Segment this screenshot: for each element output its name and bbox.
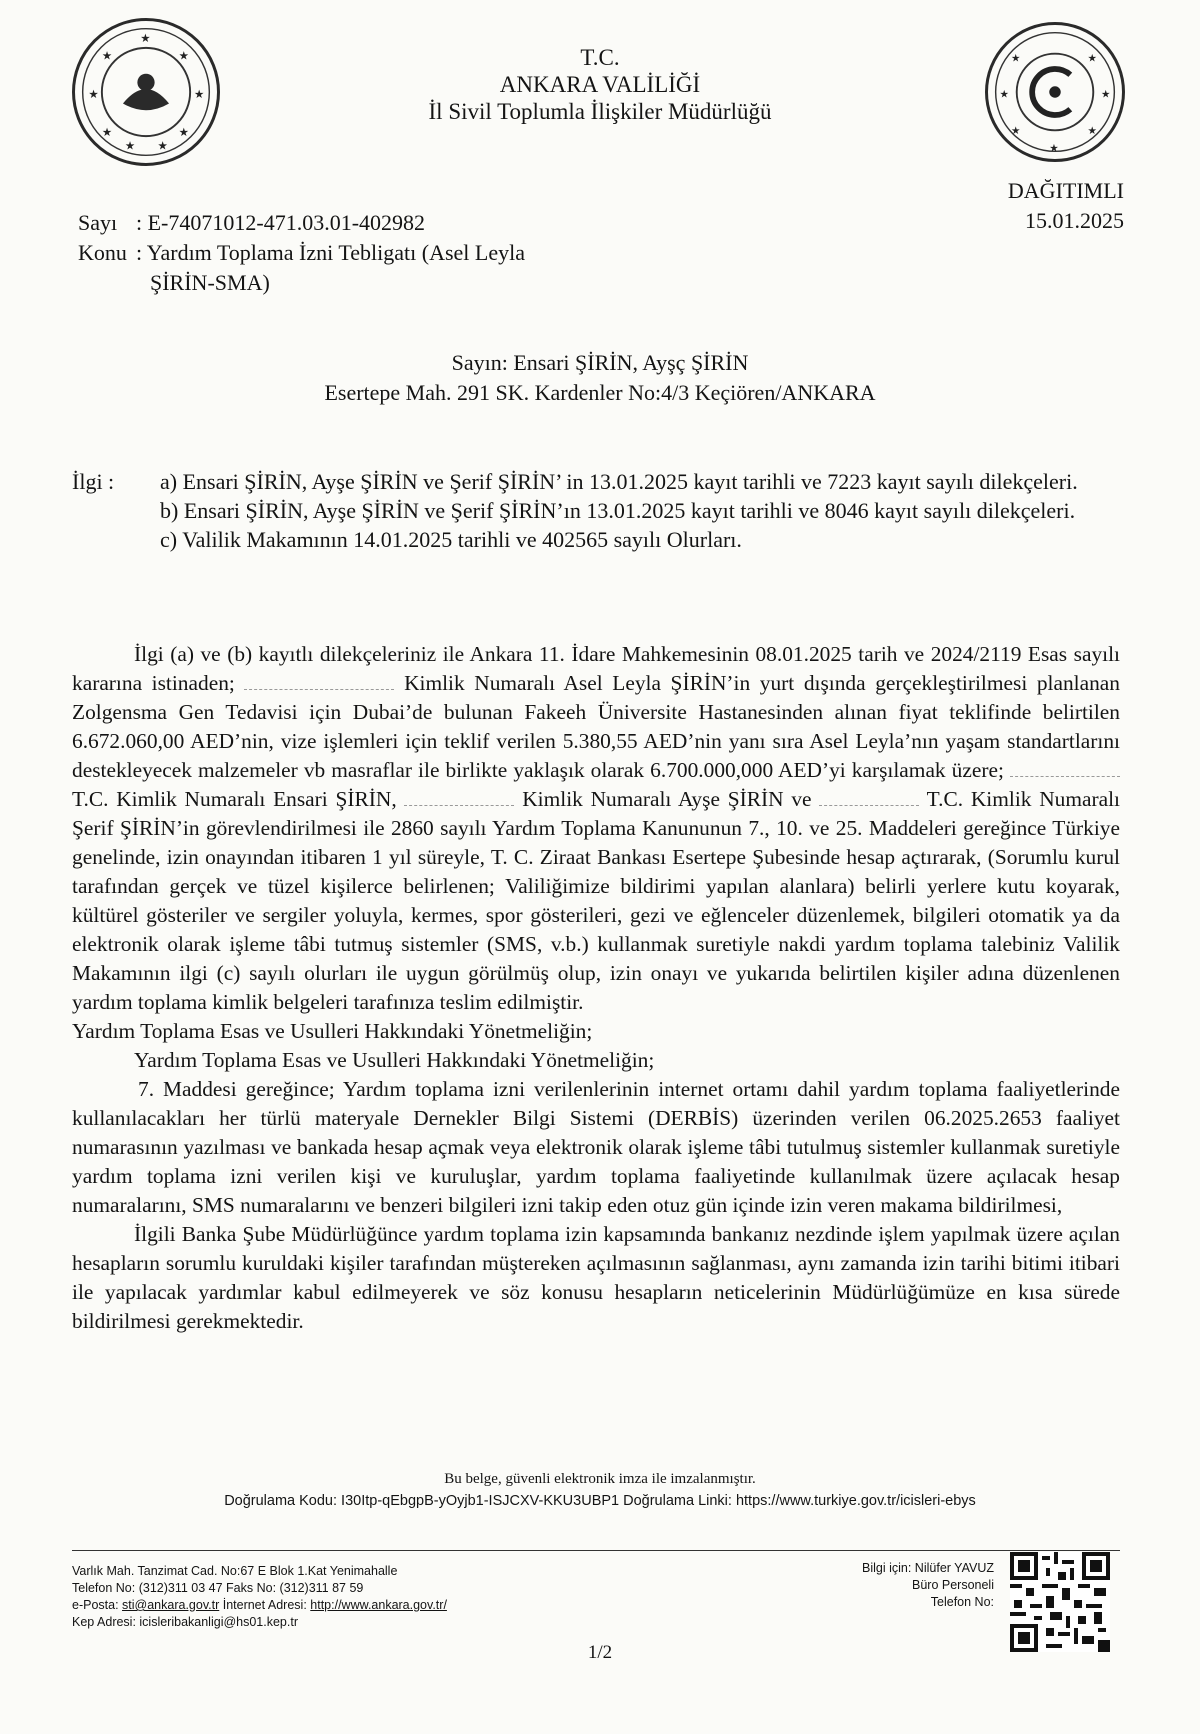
svg-text:★: ★ bbox=[1100, 88, 1111, 101]
svg-text:★: ★ bbox=[1087, 125, 1097, 138]
reference-b: b) Ensari ŞİRİN, Ayşe ŞİRİN ve Şerif ŞİRİN’ın 13.01.2025 kayıt tarihli ve 8046 kayıt sayılı dilekçeleri. bbox=[160, 498, 1076, 523]
email-label: e-Posta: bbox=[72, 1598, 123, 1612]
svg-text:★: ★ bbox=[101, 48, 113, 63]
email-link[interactable]: sti@ankara.gov.tr bbox=[122, 1598, 220, 1612]
sayi-label: Sayı bbox=[78, 210, 118, 235]
svg-text:★: ★ bbox=[178, 48, 189, 63]
konu-label: Konu bbox=[78, 240, 127, 265]
distribution-label: DAĞITIMLI bbox=[1007, 178, 1124, 203]
body-paragraph-5: İlgili Banka Şube Müdürlüğünce yardım toplama izin kapsamında bankanız nezdinde işlem yapılmak üzere açılan hesapların sorumlu kuruldaki kişiler tarafından müştereken açılmasının sağlanması, aynı zamanda izin tarihi bitimi itibari ile yapılacak yardımlar kabul edilmeyerek ve söz konusu hesapların neticelerinin Müdürlüğümüze en kısa sürede bildirilmesi gerekmektedir. bbox=[72, 1222, 1120, 1333]
svg-text:★: ★ bbox=[140, 31, 151, 46]
konu-value: : Yardım Toplama İzni Tebligatı (Asel Leyla bbox=[136, 240, 525, 265]
e-signature-text: Bu belge, güvenli elektronik imza ile imzalanmıştır. bbox=[444, 1471, 756, 1487]
footer-divider bbox=[72, 1550, 1120, 1551]
web-label: İnternet Adresi: bbox=[219, 1598, 311, 1612]
body-paragraph-1 bbox=[72, 640, 1120, 1017]
info-contact-name: Bilgi için: Nilüfer YAVUZ bbox=[862, 1561, 994, 1575]
e-signature-note bbox=[0, 1468, 1200, 1512]
redacted-id bbox=[404, 789, 514, 806]
svg-text:★: ★ bbox=[193, 86, 205, 101]
footer-kep: Kep Adresi: icisleribakanligi@hs01.kep.tr bbox=[72, 1615, 298, 1629]
document-date: 15.01.2025 bbox=[1025, 208, 1124, 233]
body-p1-b: Kimlik Numaralı Asel Leyla ŞİRİN’in yurt dışında gerçekleştirilmesi planlanan Zolgensma Gen Tedavisi için Dubai’de bulunan Fakeeh Üniversite Hastanesinden alınan fiyat teklifinde belirtilen 6.672.060,00 AED’nin, vize işlemleri için teklif verilen 5.380,55 AED’nin yanı sıra Asel Leyla’nın yaşam standartlarını destekleyecek malzemeler vb masraflar ile birlikte yaklaşık olarak 6.700.000,000 AED’yi karşılamak üzere; bbox=[72, 671, 1121, 782]
footer-address: Varlık Mah. Tanzimat Cad. No:67 E Blok 1.Kat Yenimahalle bbox=[72, 1564, 398, 1578]
sayi-row bbox=[78, 208, 525, 238]
addressee-address: Esertepe Mah. 291 SK. Kardenler No:4/3 Keçiören/ANKARA bbox=[324, 380, 876, 405]
info-contact-title: Büro Personeli bbox=[912, 1578, 994, 1592]
letter-body bbox=[72, 640, 1120, 1336]
svg-text:★: ★ bbox=[101, 125, 113, 140]
letterhead bbox=[0, 44, 1200, 125]
svg-text:★: ★ bbox=[999, 88, 1009, 101]
addressee-block bbox=[0, 348, 1200, 408]
verification-code: Doğrulama Kodu: I30Itp-qEbgpB-yOyjb1-ISJCXV-KKU3UBP1 Doğrulama Linki: https://www.turkiye.gov.tr/icisleri-ebys bbox=[224, 1493, 976, 1509]
addressee-names: Sayın: Ensari ŞİRİN, Ayşç ŞİRİN bbox=[451, 350, 749, 375]
qr-code-icon bbox=[1010, 1552, 1110, 1652]
redacted-id bbox=[1010, 760, 1120, 777]
body-p1-a: İlgi (a) ve (b) kayıtlı dilekçeleriniz ile Ankara 11. İdare Mahkemesinin 08.01.2025 tarih ve 2024/2119 Esas sayılı kararına istinaden; bbox=[72, 642, 1120, 695]
body-p1-e: T.C. Kimlik Numaralı Şerif ŞİRİN’in görevlendirilmesi ile 2860 sayılı Yardım Toplama Kanununun 7., 10. ve 25. Maddeleri gereğince Türkiye genelinde, izin onayından itibaren 1 yıl süreyle, T. C. Ziraat Bankası Esertepe Şubesinde hesap açtırarak, (Sorumlu kurul tarafından gerçek ve tüzel kişilerce belirlenen; Valiliğimize bildirimi yapılan alanlara) belirli yerlere kutu koyarak, kültürel gösteriler ve sergiler yoluyla, kermes, spor gösterileri, gezi ve eğlenceler düzenlemek, bilgileri otomatik ya da elektronik olarak işleme tâbi tutmuş sistemler (SMS, v.b.) kullanmak suretiyle nakdi yardım toplama talebiniz Valilik Makamının ilgi (c) sayılı olurları ile uygun görülmüş olup, izin onayı ve yukarıda belirtilen kişiler adına düzenlenen yardım toplama kimlik belgeleri tarafınıza teslim edilmiştir. bbox=[72, 787, 1120, 1014]
letterhead-governorship: ANKARA VALİLİĞİ bbox=[499, 72, 701, 97]
body-p1-d: Kimlik Numaralı Ayşe ŞİRİN ve bbox=[522, 787, 812, 811]
body-paragraph-4: 7. Maddesi gereğince; Yardım toplama izni verilenlerinin internet ortamı dahil yardım toplama faaliyetlerinde kullanılacakları her türlü materyale Dernekler Bilgi Sistemi (DERBİS) üzerinden verilen 06.2025.2653 faaliyet numarasının yazılması ve bankada hesap açmak veya elektronik olarak işleme tâbi tutulmuş sistemler kullanmak suretiyle yardım toplama izni verilen kişi ve kuruluşlar, yardım toplama faaliyetinde kullanılmak üzere açılacak hesap numaralarını, SMS numaralarını ve benzeri bilgileri izni takip eden otuz gün içinde izin veren makama bildirilmesi, bbox=[72, 1077, 1120, 1217]
sayi-value: : E-74071012-471.03.01-402982 bbox=[136, 210, 426, 235]
svg-text:★: ★ bbox=[1087, 52, 1097, 65]
svg-text:★: ★ bbox=[157, 138, 168, 153]
svg-text:★: ★ bbox=[1010, 125, 1021, 138]
footer-web-row bbox=[72, 1597, 447, 1614]
redacted-id bbox=[244, 673, 394, 690]
footer-contact bbox=[72, 1563, 447, 1631]
svg-text:★: ★ bbox=[1010, 52, 1021, 65]
letterhead-tc: T.C. bbox=[580, 45, 620, 70]
footer-phone: Telefon No: (312)311 03 47 Faks No: (312)311 87 59 bbox=[72, 1581, 364, 1595]
konu-row bbox=[78, 238, 525, 268]
page-number: 1/2 bbox=[587, 1642, 613, 1663]
konu-value-cont: ŞİRİN-SMA) bbox=[150, 270, 270, 295]
reference-block bbox=[72, 468, 1132, 555]
footer-info bbox=[812, 1560, 994, 1611]
redacted-id bbox=[819, 789, 919, 806]
reference-label: İlgi : bbox=[72, 469, 115, 494]
body-paragraph-3: Yardım Toplama Esas ve Usulleri Hakkındaki Yönetmeliğin; bbox=[134, 1048, 655, 1072]
info-contact-phone: Telefon No: bbox=[930, 1595, 994, 1609]
distribution-block bbox=[1008, 176, 1124, 236]
svg-text:★: ★ bbox=[124, 138, 136, 153]
body-p1-c: T.C. Kimlik Numaralı Ensari ŞİRİN, bbox=[72, 787, 397, 811]
website-link[interactable]: http://www.ankara.gov.tr/ bbox=[310, 1598, 447, 1612]
reference-c: c) Valilik Makamının 14.01.2025 tarihli ve 402565 sayılı Olurları. bbox=[160, 527, 742, 552]
svg-text:★: ★ bbox=[1049, 142, 1059, 155]
letterhead-directorate: İl Sivil Toplumla İlişkiler Müdürlüğü bbox=[428, 99, 772, 124]
svg-text:★: ★ bbox=[88, 86, 99, 101]
document-meta bbox=[78, 208, 525, 298]
svg-text:★: ★ bbox=[178, 125, 189, 140]
reference-a: a) Ensari ŞİRİN, Ayşe ŞİRİN ve Şerif ŞİRİN’ in 13.01.2025 kayıt tarihli ve 7223 kayıt sayılı dilekçeleri. bbox=[160, 469, 1078, 494]
body-paragraph-2: Yardım Toplama Esas ve Usulleri Hakkındaki Yönetmeliğin; bbox=[72, 1019, 593, 1043]
